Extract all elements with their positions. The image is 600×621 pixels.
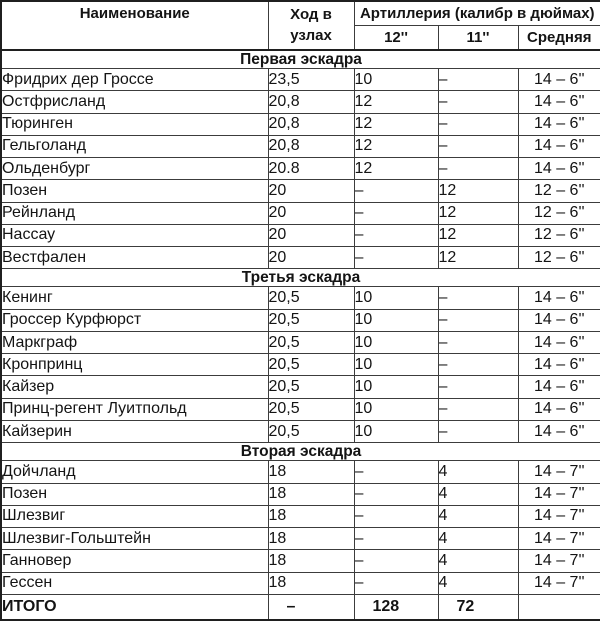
table-row bbox=[1, 309, 600, 331]
guns-12-cell: – bbox=[354, 572, 438, 594]
medium-guns-cell: 14 – 6'' bbox=[518, 309, 600, 331]
table-row bbox=[1, 420, 600, 442]
guns-11-cell: – bbox=[438, 354, 518, 376]
guns-12-cell: 10 bbox=[354, 287, 438, 309]
section-title: Вторая эскадра bbox=[1, 443, 600, 461]
speed-cell: 20 bbox=[268, 180, 354, 202]
table-row bbox=[1, 376, 600, 398]
table-row bbox=[1, 461, 600, 483]
guns-11-cell: – bbox=[438, 309, 518, 331]
total-row bbox=[1, 595, 600, 621]
medium-guns-cell: 14 – 7'' bbox=[518, 461, 600, 483]
ship-name-cell: Кайзер bbox=[1, 376, 268, 398]
guns-11-cell: – bbox=[438, 158, 518, 180]
guns-12-cell: – bbox=[354, 224, 438, 246]
guns-11-cell: 4 bbox=[438, 572, 518, 594]
header-row-1 bbox=[1, 1, 600, 26]
medium-guns-cell: 14 – 6'' bbox=[518, 135, 600, 157]
guns-11-cell: – bbox=[438, 69, 518, 91]
speed-cell: 20,5 bbox=[268, 309, 354, 331]
medium-guns-cell: 14 – 7'' bbox=[518, 483, 600, 505]
total-guns-12-cell: 128 bbox=[354, 595, 438, 621]
speed-cell: 20 bbox=[268, 224, 354, 246]
guns-11-cell: 12 bbox=[438, 180, 518, 202]
ship-name-cell: Нассау bbox=[1, 224, 268, 246]
speed-cell: 20.8 bbox=[268, 158, 354, 180]
table-row bbox=[1, 572, 600, 594]
guns-11-cell: 4 bbox=[438, 483, 518, 505]
table-row bbox=[1, 483, 600, 505]
guns-12-cell: 10 bbox=[354, 420, 438, 442]
ship-name-cell: Позен bbox=[1, 483, 268, 505]
speed-cell: 18 bbox=[268, 461, 354, 483]
ship-name-cell: Шлезвиг bbox=[1, 505, 268, 527]
table-row bbox=[1, 528, 600, 550]
guns-11-cell: 12 bbox=[438, 224, 518, 246]
column-header-name: Наименование bbox=[1, 1, 268, 50]
guns-12-cell: – bbox=[354, 528, 438, 550]
speed-cell: 20,5 bbox=[268, 398, 354, 420]
guns-12-cell: 10 bbox=[354, 69, 438, 91]
table-row bbox=[1, 287, 600, 309]
section-title: Первая эскадра bbox=[1, 50, 600, 69]
medium-guns-cell: 14 – 6'' bbox=[518, 113, 600, 135]
guns-11-cell: 4 bbox=[438, 550, 518, 572]
ship-name-cell: Рейнланд bbox=[1, 202, 268, 224]
table-row bbox=[1, 113, 600, 135]
ship-name-cell: Ольденбург bbox=[1, 158, 268, 180]
ship-name-cell: Остфрисланд bbox=[1, 91, 268, 113]
speed-cell: 18 bbox=[268, 505, 354, 527]
medium-guns-cell: 14 – 6'' bbox=[518, 354, 600, 376]
guns-11-cell: 12 bbox=[438, 202, 518, 224]
ship-name-cell: Гессен bbox=[1, 572, 268, 594]
guns-12-cell: 12 bbox=[354, 113, 438, 135]
medium-guns-cell: 12 – 6'' bbox=[518, 247, 600, 269]
guns-11-cell: 4 bbox=[438, 505, 518, 527]
table-row bbox=[1, 91, 600, 113]
guns-11-cell: – bbox=[438, 135, 518, 157]
guns-11-cell: – bbox=[438, 398, 518, 420]
table-row bbox=[1, 331, 600, 353]
medium-guns-cell: 14 – 7'' bbox=[518, 528, 600, 550]
table-row bbox=[1, 69, 600, 91]
speed-cell: 18 bbox=[268, 528, 354, 550]
medium-guns-cell: 12 – 6'' bbox=[518, 202, 600, 224]
guns-12-cell: 12 bbox=[354, 158, 438, 180]
section-title: Третья эскадра bbox=[1, 269, 600, 287]
table-row bbox=[1, 135, 600, 157]
speed-cell: 20,8 bbox=[268, 91, 354, 113]
ship-name-cell: Вестфален bbox=[1, 247, 268, 269]
total-medium-guns-cell bbox=[518, 595, 600, 621]
ship-name-cell: Кайзерин bbox=[1, 420, 268, 442]
guns-11-cell: – bbox=[438, 113, 518, 135]
speed-cell: 20,5 bbox=[268, 420, 354, 442]
ship-name-cell: Ганновер bbox=[1, 550, 268, 572]
column-header-11in: 11'' bbox=[438, 26, 518, 51]
ship-name-cell: Фридрих дер Гроссе bbox=[1, 69, 268, 91]
column-header-speed bbox=[268, 1, 354, 50]
guns-11-cell: 4 bbox=[438, 461, 518, 483]
ship-name-cell: Маркграф bbox=[1, 331, 268, 353]
ship-name-cell: Дойчланд bbox=[1, 461, 268, 483]
total-speed-cell: – bbox=[268, 595, 354, 621]
table-row bbox=[1, 247, 600, 269]
section-header-row bbox=[1, 50, 600, 69]
total-label-cell: ИТОГО bbox=[1, 595, 268, 621]
section-header-row bbox=[1, 443, 600, 461]
guns-12-cell: – bbox=[354, 247, 438, 269]
medium-guns-cell: 14 – 6'' bbox=[518, 376, 600, 398]
medium-guns-cell: 14 – 6'' bbox=[518, 158, 600, 180]
medium-guns-cell: 14 – 6'' bbox=[518, 91, 600, 113]
guns-11-cell: 12 bbox=[438, 247, 518, 269]
speed-cell: 20,5 bbox=[268, 287, 354, 309]
speed-cell: 20 bbox=[268, 202, 354, 224]
guns-12-cell: 10 bbox=[354, 376, 438, 398]
column-header-artillery: Артиллерия (калибр в дюймах) bbox=[354, 1, 600, 26]
guns-12-cell: – bbox=[354, 202, 438, 224]
column-header-medium: Средняя bbox=[518, 26, 600, 51]
guns-11-cell: 4 bbox=[438, 528, 518, 550]
ship-name-cell: Кенинг bbox=[1, 287, 268, 309]
speed-cell: 20,8 bbox=[268, 135, 354, 157]
table-row bbox=[1, 550, 600, 572]
medium-guns-cell: 14 – 6'' bbox=[518, 398, 600, 420]
guns-12-cell: 10 bbox=[354, 354, 438, 376]
column-header-12in: 12'' bbox=[354, 26, 438, 51]
guns-12-cell: 10 bbox=[354, 331, 438, 353]
guns-11-cell: – bbox=[438, 287, 518, 309]
total-guns-11-cell: 72 bbox=[438, 595, 518, 621]
ship-name-cell: Позен bbox=[1, 180, 268, 202]
speed-cell: 20,5 bbox=[268, 331, 354, 353]
speed-cell: 20 bbox=[268, 247, 354, 269]
medium-guns-cell: 14 – 6'' bbox=[518, 287, 600, 309]
ship-name-cell: Принц-регент Луитпольд bbox=[1, 398, 268, 420]
speed-cell: 23,5 bbox=[268, 69, 354, 91]
speed-cell: 18 bbox=[268, 550, 354, 572]
section-header-row bbox=[1, 269, 600, 287]
table-row bbox=[1, 224, 600, 246]
column-header-speed-line1: Ход в bbox=[290, 6, 332, 23]
guns-12-cell: – bbox=[354, 550, 438, 572]
table-row bbox=[1, 158, 600, 180]
medium-guns-cell: 12 – 6'' bbox=[518, 180, 600, 202]
guns-11-cell: – bbox=[438, 376, 518, 398]
ship-name-cell: Гельголанд bbox=[1, 135, 268, 157]
speed-cell: 18 bbox=[268, 572, 354, 594]
medium-guns-cell: 12 – 6'' bbox=[518, 224, 600, 246]
medium-guns-cell: 14 – 7'' bbox=[518, 572, 600, 594]
guns-12-cell: 10 bbox=[354, 309, 438, 331]
table-row bbox=[1, 180, 600, 202]
ship-name-cell: Тюринген bbox=[1, 113, 268, 135]
medium-guns-cell: 14 – 6'' bbox=[518, 69, 600, 91]
table-row bbox=[1, 398, 600, 420]
table-row bbox=[1, 202, 600, 224]
column-header-speed-line2: узлах bbox=[290, 27, 332, 44]
guns-12-cell: – bbox=[354, 461, 438, 483]
guns-12-cell: 10 bbox=[354, 398, 438, 420]
guns-11-cell: – bbox=[438, 420, 518, 442]
table-row bbox=[1, 354, 600, 376]
ship-name-cell: Кронпринц bbox=[1, 354, 268, 376]
guns-12-cell: – bbox=[354, 483, 438, 505]
medium-guns-cell: 14 – 7'' bbox=[518, 550, 600, 572]
guns-11-cell: – bbox=[438, 331, 518, 353]
speed-cell: 20,5 bbox=[268, 376, 354, 398]
guns-12-cell: 12 bbox=[354, 135, 438, 157]
ship-name-cell: Шлезвиг-Гольштейн bbox=[1, 528, 268, 550]
guns-12-cell: – bbox=[354, 505, 438, 527]
medium-guns-cell: 14 – 7'' bbox=[518, 505, 600, 527]
speed-cell: 18 bbox=[268, 483, 354, 505]
ship-name-cell: Гроссер Курфюрст bbox=[1, 309, 268, 331]
guns-12-cell: 12 bbox=[354, 91, 438, 113]
speed-cell: 20,5 bbox=[268, 354, 354, 376]
speed-cell: 20,8 bbox=[268, 113, 354, 135]
medium-guns-cell: 14 – 6'' bbox=[518, 420, 600, 442]
table-row bbox=[1, 505, 600, 527]
guns-12-cell: – bbox=[354, 180, 438, 202]
guns-11-cell: – bbox=[438, 91, 518, 113]
medium-guns-cell: 14 – 6'' bbox=[518, 331, 600, 353]
